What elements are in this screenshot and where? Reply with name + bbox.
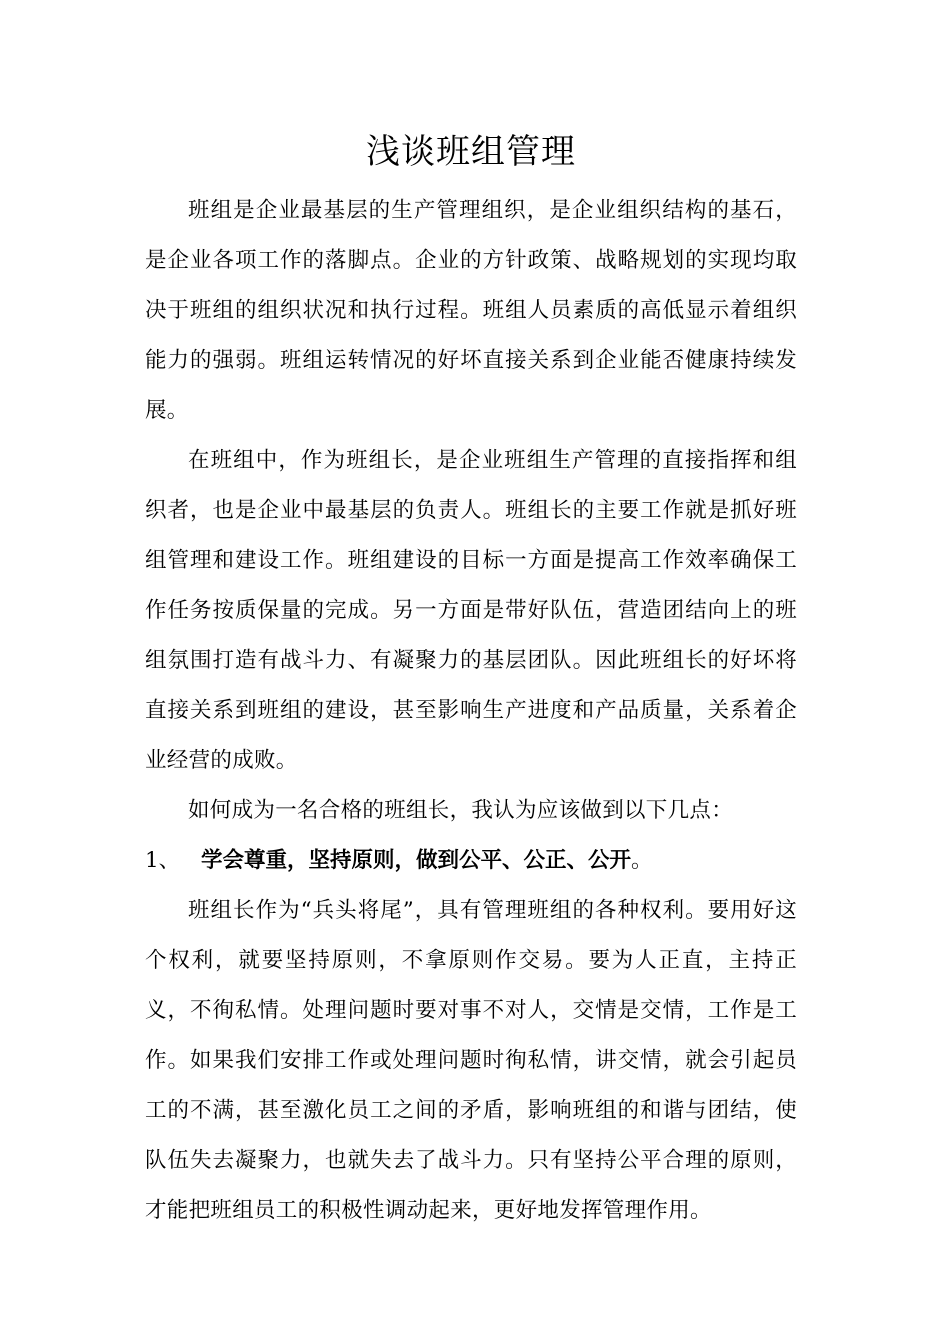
section-1-heading	[145, 836, 797, 886]
paragraph-section-1: 班组长作为“兵头将尾”，具有管理班组的各种权利。要用好这个权利，就要坚持原则，不拿原则作交易。要为人正直，主持正义，不徇私情。处理问题时要对事不对人，交情是交情，工作是工作。如果我们安排工作或处理问题时徇私情，讲交情，就会引起员工的不满，甚至激化员工之间的矛盾，影响班组的和谐与团结，使队伍失去凝聚力，也就失去了战斗力。只有坚持公平合理的原则，才能把班组员工的积极性调动起来，更好地发挥管理作用。	[145, 898, 797, 1223]
paragraph-points-intro: 如何成为一名合格的班组长，我认为应该做到以下几点：	[188, 798, 734, 823]
document-page	[145, 128, 797, 1236]
paragraph-intro: 班组是企业最基层的生产管理组织，是企业组织结构的基石，是企业各项工作的落脚点。企业的方针政策、战略规划的实现均取决于班组的组织状况和执行过程。班组人员素质的高低显示着组织能力的强弱。班组运转情况的好坏直接关系到企业能否健康持续发展。	[145, 198, 797, 423]
section-1-heading-end: 。	[631, 848, 653, 873]
section-1-heading-text: 学会尊重，坚持原则，做到公平、公正、公开	[201, 848, 632, 873]
section-1-number: 1、	[145, 848, 181, 873]
document-title: 浅谈班组管理	[366, 132, 576, 172]
paragraph-team-leader: 在班组中，作为班组长，是企业班组生产管理的直接指挥和组织者，也是企业中最基层的负责人。班组长的主要工作就是抓好班组管理和建设工作。班组建设的目标一方面是提高工作效率确保工作任务按质保量的完成。另一方面是带好队伍，营造团结向上的班组氛围打造有战斗力、有凝聚力的基层团队。因此班组长的好坏将直接关系到班组的建设，甚至影响生产进度和产品质量，关系着企业经营的成败。	[145, 448, 797, 773]
